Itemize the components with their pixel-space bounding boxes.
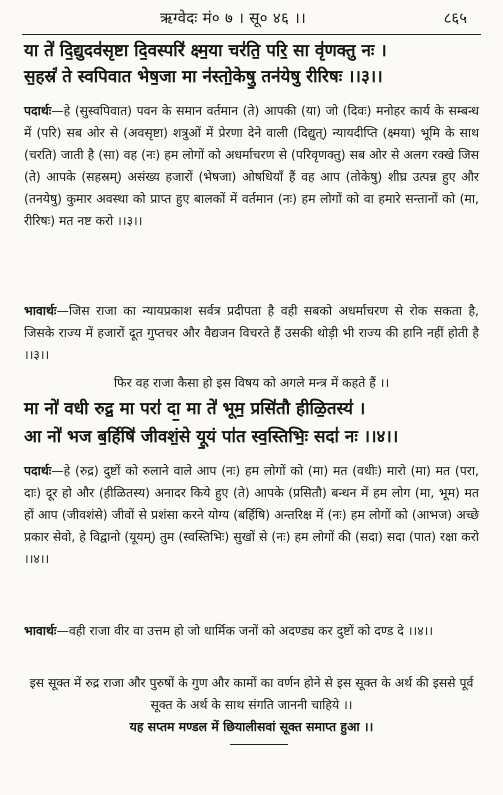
- end-rule: [230, 744, 288, 745]
- sukta-colophon: यह सप्तम मण्डल में छियालीसवां सूक्त समाप्त हुआ ।।: [129, 719, 374, 734]
- mantra-4-intro: फिर वह राजा कैसा हो इस विषय को अगले मन्त्र में कहते हैं ।।: [113, 375, 390, 390]
- bhavartha-3: [24, 300, 479, 368]
- mantra-4-line-2: आ नो॑ भज ब॒र्हिषि॑ जीवशं॒से यू॒यं पा॑त स्व॒स्तिभिः॒ सदा॑ नः ।।४।।: [24, 427, 399, 447]
- mantra-3-line-2: स॒हस्रं॑ ते स्वपिवात भेष॒जा मा न॑स्तो॒केषु॒ तन॑येषु रीरिषः ।।३।।: [24, 67, 383, 87]
- mantra-4-line-1: मा नो॑ वधी रुद्र॒ मा परा॑ दा॒ मा ते॑ भूम॒ प्रसि॑तौ हीळि॒तस्य॑ ।: [24, 399, 366, 419]
- bhavartha-4-text: —वही राजा वीर वा उत्तम हो जो धार्मिक जनों को अदण्ड्य कर दुष्टों को दण्ड दे ।।४।।: [56, 623, 434, 638]
- header-rule: [22, 34, 481, 35]
- padartha-3-label: पदार्थः: [24, 103, 52, 118]
- page-number: ८६५: [443, 9, 467, 27]
- padartha-4-label: पदार्थः: [24, 463, 52, 478]
- padartha-3: [24, 100, 479, 296]
- bhavartha-3-text: —जिस राजा का न्यायप्रकाश सर्वत्र प्रदीपता है वही सबको अधर्माचरण से रोक सकता है, जिसके राज्य में हजारों दूत गुप्तचर और वैद्यजन विचरते हैं उसकी थोड़ी भी राज्य की हानि नहीं होती है ।।३।।: [24, 303, 479, 362]
- bhavartha-4: [24, 620, 479, 666]
- padartha-3-text: —हे (सुस्वपिवात) पवन के समान वर्तमान (ते) आपकी (या) जो (दिवः) मनोहर कार्य के सम्बन्ध में (परि) सब ओर से (अवसृष्टा) शत्रुओं में प्रेरणा देने वाली (दिद्युत्) न्यायदीप्ति (क्ष्मया) भूमि के साथ (चरति) जाती है (सा) वह (नः) हम लोगों को अधर्माचरण से (परिवृणक्तु) सब ओर से अलग रक्खे जिस (ते) आपके (सहस्रम्) असंख्य हजारों (भेषजा) ओषधियाँ हैं वह आप (तोकेषु) शीघ्र उत्पन्न हुए और (तनयेषु) कुमार अवस्था को प्राप्त हुए बालकों में वर्तमान (नः) हम लोगों को वा हमारे सन्तानों को (मा, रीरिषः) मत नष्ट करो ।।३।।: [24, 103, 479, 228]
- bhavartha-3-label: भावार्थः: [24, 303, 57, 318]
- sukta-closing-note: इस सूक्त में रुद्र राजा और पुरुषों के गुण और कामों का वर्णन होने से इस सूक्त के अर्थ की इससे पूर्व सूक्त के अर्थ के साथ संगति जाननी चाहिये ।।: [29, 675, 474, 712]
- padartha-4: [24, 460, 479, 616]
- running-head: ऋग्वेदः मं० ७ । सू० ४६ ।।: [160, 9, 307, 27]
- padartha-4-text: —हे (रुद्र) दुष्टों को रुलाने वाले आप (नः) हम लोगों को (मा) मत (वधीः) मारो (मा) मत (परा, दाः) दूर हो और (हीळितस्य) अनादर किये हुए (ते) आपके (प्रसितौ) बन्धन में हम लोग (मा, भूम) मत हों आप (जीवशंसे) जीवों से प्रशंसा करने योग्य (बर्हिषि) अन्तरिक्ष में (नः) हम लोगों को (आभज) अच्छे प्रकार सेवो, हे विद्वानो (यूयम्) तुम (स्वस्तिभिः) सुखों से (नः) हम लोगों की (सदा) सदा (पात) रक्षा करो ।।४।।: [24, 463, 479, 566]
- mantra-3-line-1: या ते॑ दि॒द्युदव॑सृष्टा दि॒वस्परि॑ क्ष्म॒या चर॑ति॒ परि॒ सा वृ॑णक्तु नः ।: [24, 41, 387, 61]
- page-header: [0, 6, 503, 32]
- bhavartha-4-label: भावार्थः: [24, 623, 57, 638]
